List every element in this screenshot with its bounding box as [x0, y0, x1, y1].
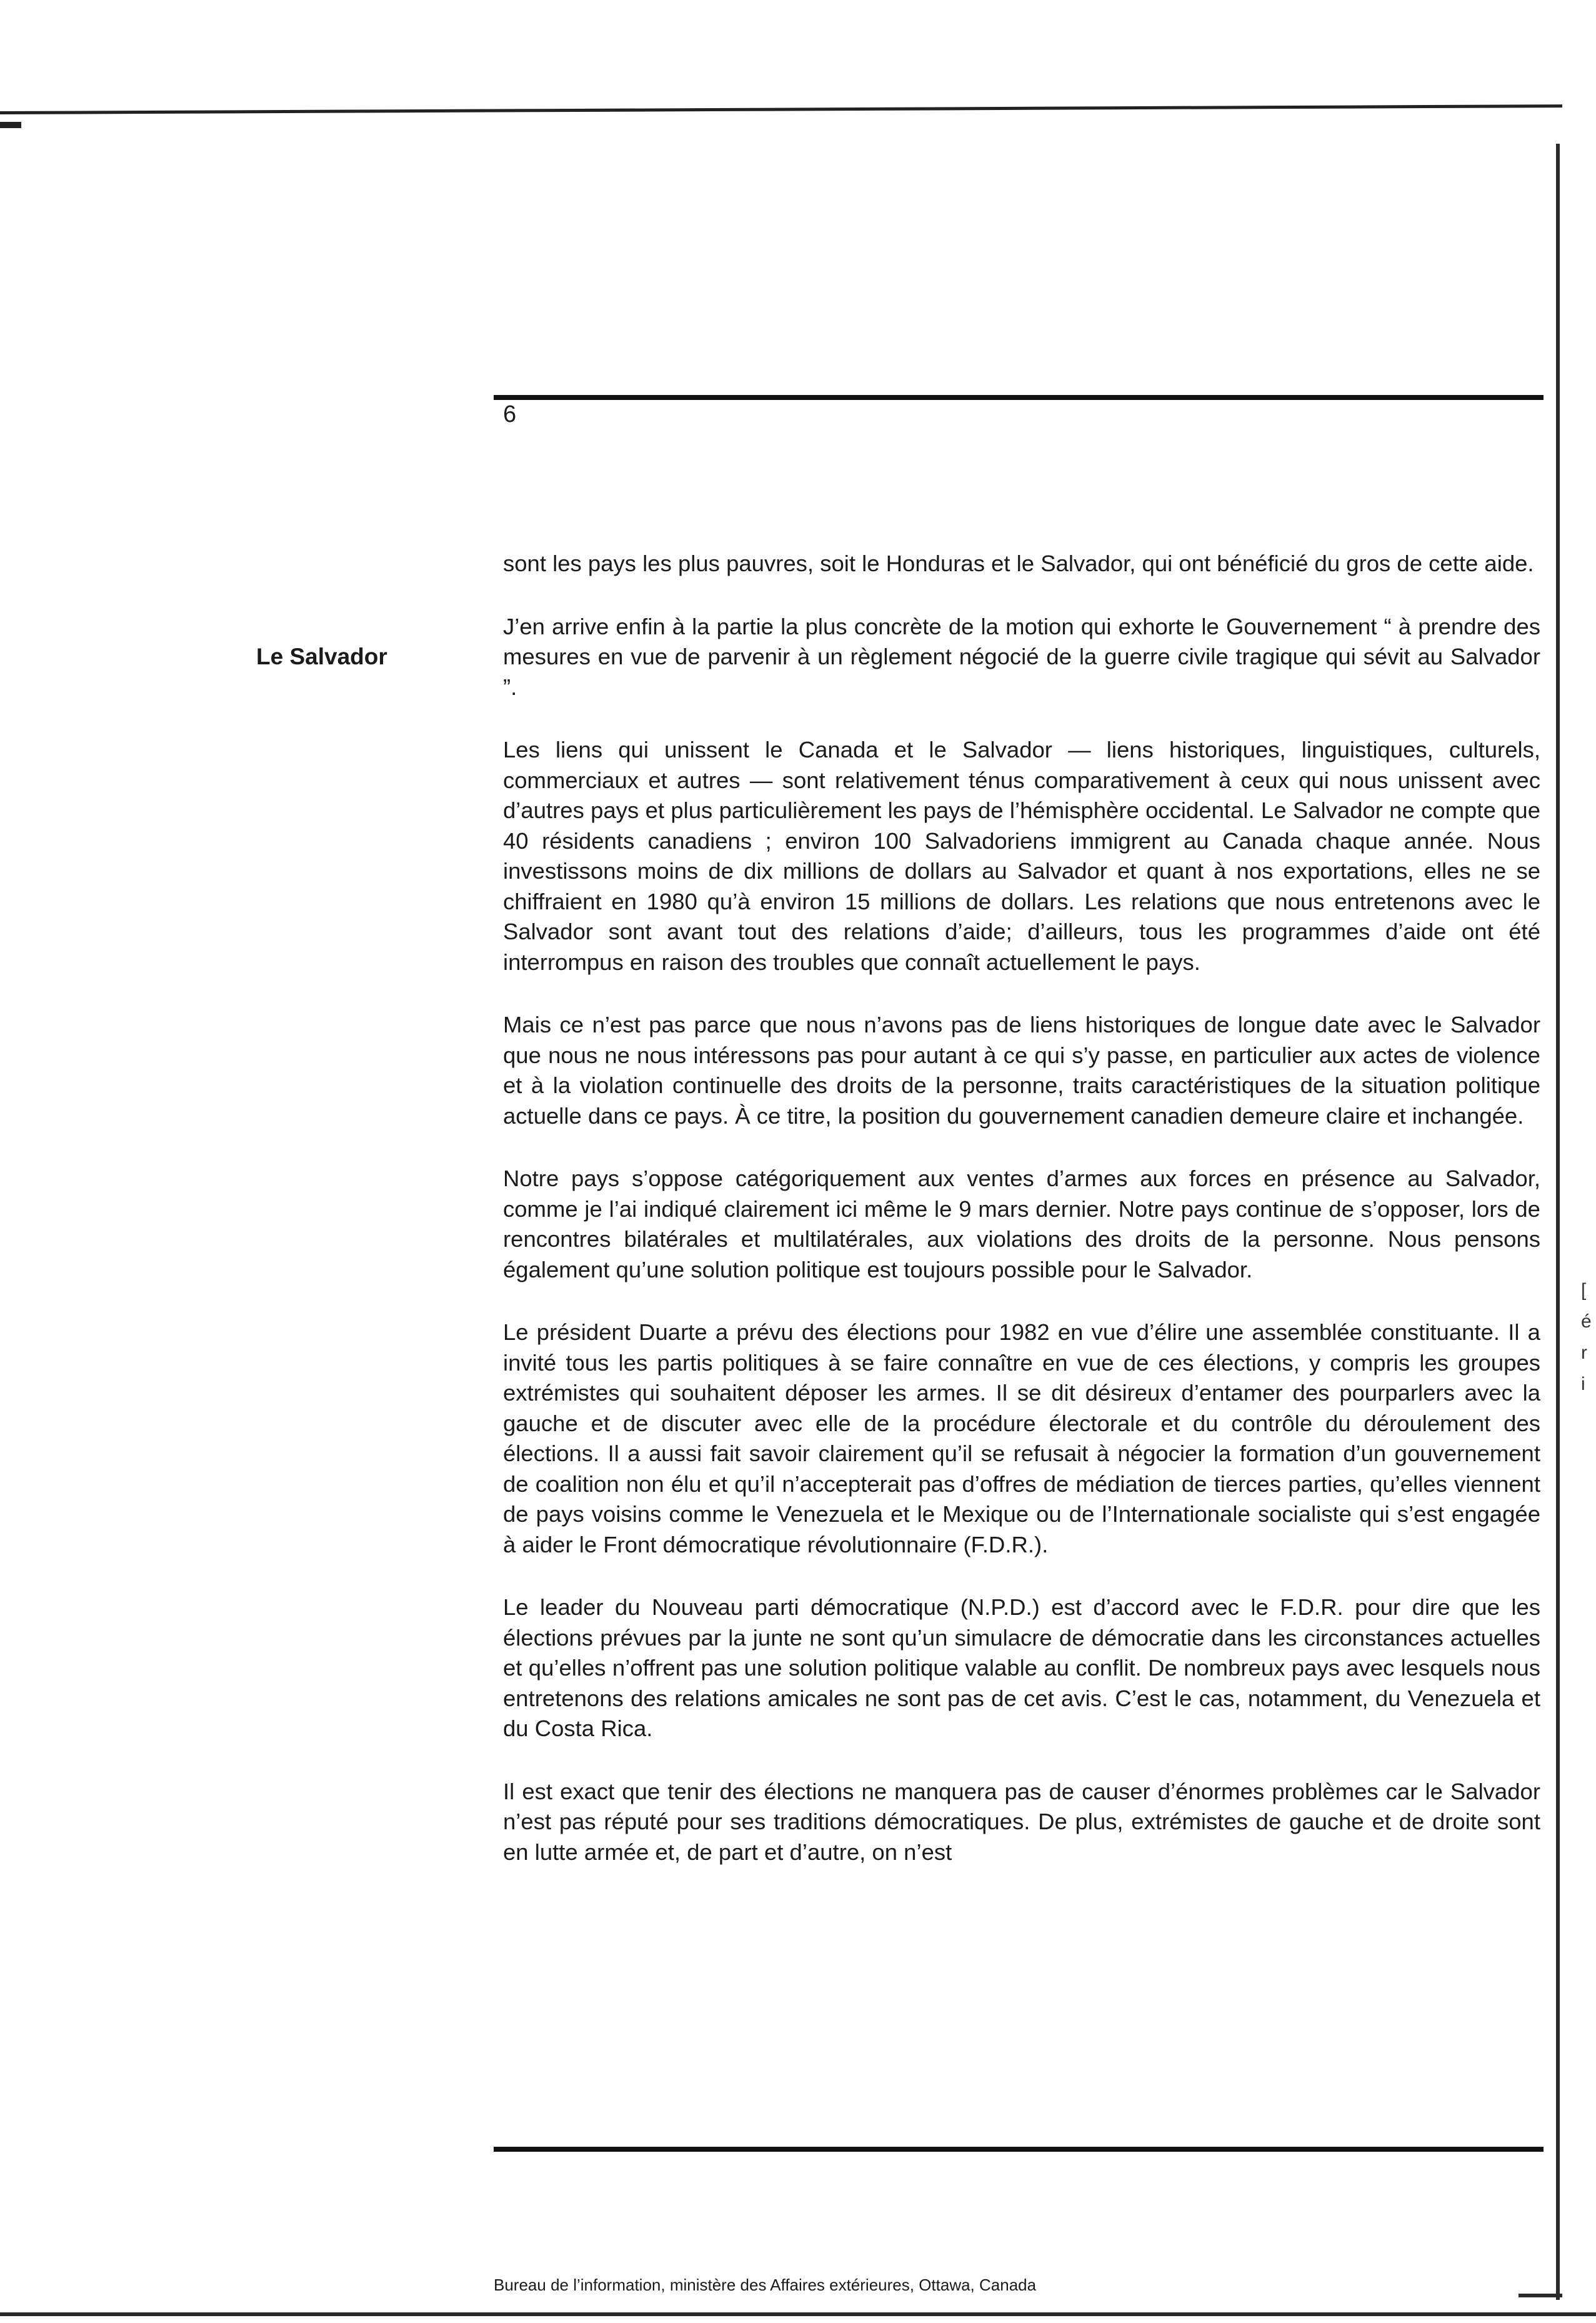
side-heading: Le Salvador: [256, 644, 387, 669]
paragraph: Le président Duarte a prévu des élections pour 1982 en vue d’élire une assemblée constituante. Il a invité tous les partis politiques à se faire connaître en vue de ces élections, y compris les groupes extrémistes qui souhaitent déposer les armes. Il se dit désireux d’entamer des pourparlers avec la gauche et de discuter avec elle de la procédure électorale et du contrôle du déroulement des élections. Il a aussi fait savoir clairement qu’il se refusait à négocier la formation d’un gouvernement de coalition non élu et qu’il n’accepterait pas d’offres de médiation de tierces parties, qu’elles viennent de pays voisins comme le Venezuela et le Mexique ou de l’Internationale socialiste qui s’est engagée à aider le Front démocratique révolutionnaire (F.D.R.).: [503, 1319, 1540, 1557]
paragraph: Le leader du Nouveau parti démocratique (N.P.D.) est d’accord avec le F.D.R. pour dire que les élections prévues par la junte ne sont qu’un simulacre de démocratie dans les circonstances actuelles et qu’elles n’offrent pas une solution politique valable au conflit. De nombreux pays avec lesquels nous entretenons des relations amicales ne sont pas de cet avis. C’est le cas, notamment, du Venezuela et du Costa Rica.: [503, 1594, 1540, 1741]
edge-letter: [: [1581, 1280, 1587, 1301]
paragraph: Mais ce n’est pas parce que nous n’avons pas de liens historiques de longue date avec le Salvador que nous ne nous intéressons pas pour autant à ce qui s’y passe, en particulier aux actes de violence et à la violation continuelle des droits de la personne, traits caractéristiques de la situation politique actuelle dans ce pays. À ce titre, la position du gouvernement canadien demeure claire et inchangée.: [503, 1012, 1540, 1129]
edge-letter: é: [1581, 1311, 1592, 1332]
page-number: 6: [503, 401, 517, 427]
footer-credit: Bureau de l’information, ministère des Affaires extérieures, Ottawa, Canada: [494, 2276, 1037, 2294]
paragraph: Les liens qui unissent le Canada et le Salvador — liens historiques, linguistiques, culturels, commerciaux et autres — sont relativement ténus comparativement à ceux qui nous unissent avec d’autres pays et plus particulièrement les pays de l’hémisphère occidental. Le Salvador ne compte que 40 résidents canadiens ; environ 100 Salvadoriens immigrent au Canada chaque année. Nous investissons moins de dix millions de dollars au Salvador et quant à nos exportations, elles ne se chiffraient en 1980 qu’à environ 15 millions de dollars. Les relations que nous entretenons avec le Salvador sont avant tout des relations d’aide; d’ailleurs, tous les programmes d’aide ont été interrompus en raison des troubles que connaît actuellement le pays.: [503, 737, 1540, 975]
header-rule: [494, 395, 1544, 400]
paragraph: sont les pays les plus pauvres, soit le Honduras et le Salvador, qui ont bénéficié du gros de cette aide.: [503, 551, 1534, 576]
paragraph: J’en arrive enfin à la partie la plus concrète de la motion qui exhorte le Gouvernement “ à prendre des mesures en vue de parvenir à un règlement négocié de la guerre civile tragique qui sévit au Salvador ”.: [503, 613, 1540, 700]
paragraph: Il est exact que tenir des élections ne manquera pas de causer d’énormes problèmes car le Salvador n’est pas réputé pour ses traditions démocratiques. De plus, extrémistes de gauche et de droite sont en lutte armée et, de part et d’autre, on n’est: [503, 1778, 1540, 1865]
adjacent-page-fragment: [1581, 1275, 1592, 1400]
body-text: [503, 549, 1540, 1900]
footer-rule: [494, 2147, 1544, 2152]
scan-bottom-edge-line: [0, 2312, 1596, 2316]
paragraph: Notre pays s’oppose catégoriquement aux ventes d’armes aux forces en présence au Salvador, comme je l’ai indiqué clairement ici même le 9 mars dernier. Notre pays continue de s’opposer, lors de rencontres bilatérales et multilatérales, aux violations des droits de la personne. Nous pensons également qu’une solution politique est toujours possible pour le Salvador.: [503, 1166, 1540, 1282]
scan-right-edge-line: [1556, 144, 1560, 2300]
scan-bottom-right-mark: [1519, 2294, 1562, 2297]
edge-letter: i: [1581, 1374, 1585, 1394]
scan-left-edge-mark: [0, 122, 21, 128]
edge-letter: r: [1581, 1342, 1587, 1363]
scan-top-edge-line: [0, 104, 1562, 114]
